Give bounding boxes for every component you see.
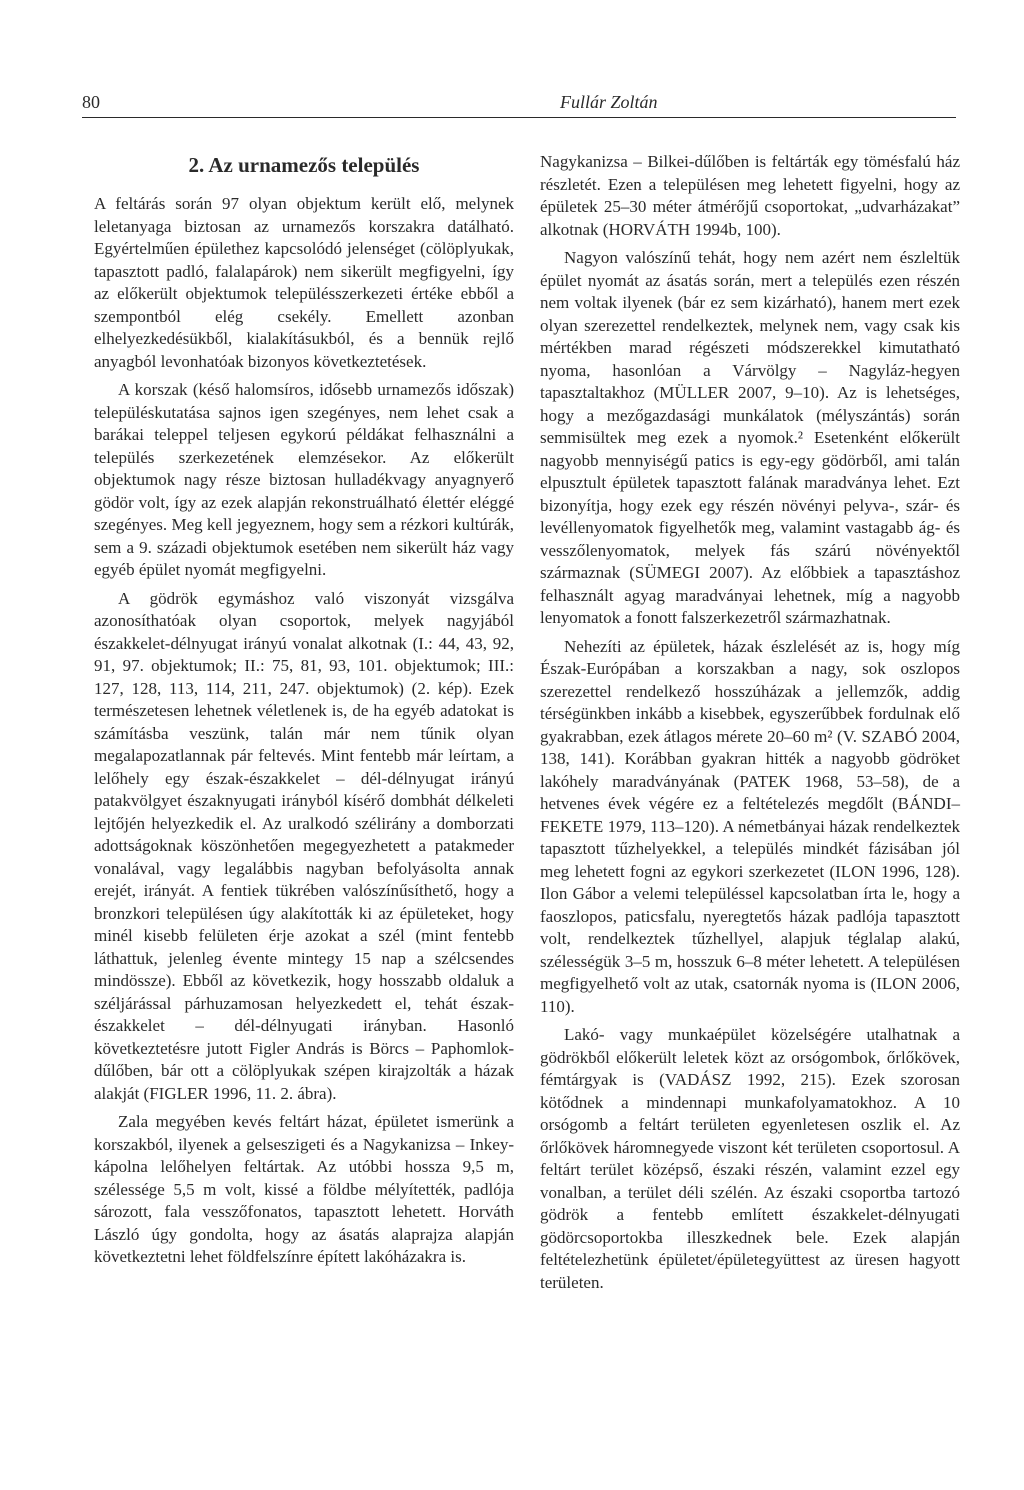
- header-divider: [82, 117, 956, 118]
- running-head-author: Fullár Zoltán: [560, 92, 658, 112]
- paragraph: A feltárás során 97 olyan objektum került elő, melynek leletanyaga biztosan az urnamezős korszakra datálható. Egyértelműen épülethez kapcsolódó jelenséget (cölöplyukak, tapasztott padló, falalapárok) nem sikerült megfigyelni, így az előkerült objektumok településszerkezeti értéke ebből a szempontból elég csekély. Emellett azonban elhelyezkedésükből, kialakításukból, és a bennük rejlő anyagból levonhatóak bizonyos következtetések.: [94, 194, 514, 371]
- paragraph: A korszak (késő halomsíros, idősebb urnamezős időszak) településkutatása sajnos igen szegényes, nem lehet csak a barákai teleppel teljesen egykorú példákat felhasználni a település szerkezetének elemzésekor. Az előkerült objektumok nagy része biztosan hulladékvagy anyagnyerő gödör volt, így az ezek alapján rekonstruálható élettér eléggé szegényes. Meg kell jegyeznem, hogy sem a rézkori kultúrák, sem a 9. századi objektumok esetében nem sikerült ház vagy egyéb épület nyomát megfigyelni.: [94, 380, 514, 579]
- left-column: [94, 151, 514, 1275]
- section-title: 2. Az urnamezős település: [188, 153, 420, 177]
- paragraph: Nagyon valószínű tehát, hogy nem azért nem észleltük épület nyomát az ásatás során, mert a település ezen részén nem voltak ilyenek (bár ez sem kizárható), hanem mert ezek olyan szerezettel rendelkeztek, melynek nem, vagy csak kis mértékben marad régészeti módszerekkel kimutatható nyoma, hasonlóan a Várvölgy – Nagyláz-hegyen tapasztaltakhoz (MÜLLER 2007, 9–10). Az is lehetséges, hogy a mezőgazdasági munkálatok (mélyszántás) során semmisültek meg ezek a nyomok.² Esetenként előkerült nagyobb mennyiségű patics is egy-egy gödörből, ami talán elpusztult épületek tapasztott falának maradványa lehet. Ezt bizonyítja, hogy ezek egy részén növényi pelyva-, szár- és levéllenyomatok figyelhetők meg, valamint vastagabb ág- és vesszőlenyomatok, melyek fás szárú növényektől származnak (SÜMEGI 2007). Az előbbiek a tapasztáshoz felhasznált agyag maradványai lehetnek, míg a nagyobb lenyomatok a fonott falszerkezetről származhatnak.: [540, 248, 960, 627]
- page-number: 80: [82, 92, 100, 112]
- paragraph: Nagykanizsa – Bilkei-dűlőben is feltárták egy tömésfalú ház részletét. Ezen a településen meg lehetett figyelni, hogy az épületek 25–30 méter átmérőjű csoportokat, „udvarházakat” alkotnak (HORVÁTH 1994b, 100).: [540, 152, 960, 239]
- paragraph: A gödrök egymáshoz való viszonyát vizsgálva azonosíthatóak olyan csoportok, melyek nagyjából északkelet-délnyugat irányú vonalat alkotnak (I.: 44, 43, 92, 91, 97. objektumok; II.: 75, 81, 93, 101. objektumok; III.: 127, 128, 113, 114, 211, 247. objektumok) (2. kép). Ezek természetesen lehetnek véletlenek is, de ha egyéb adatokat is számításba veszünk, talán már nem tűnik olyan megalapozatlannak pár feltevés. Mint fentebb már leírtam, a lelőhely egy észak-északkelet – dél-délnyugat irányú patakvölgyet északnyugati irányból kísérő dombhát délkeleti lejtőjén helyezkedik el. Az uralkodó szélirány a domborzati adottságoknak köszönhetően megegyezhetett a patakmeder vonalával, vagy legalábbis nagyban befolyásolta annak erejét, irányát. A fentiek tükrében valószínűsíthető, hogy a bronzkori településen úgy alakították ki az épületeket, hogy minél kisebb felületen érje azokat a szél (mint fentebb láthattuk, jelenleg évente mintegy 15 nap a szélcsendes mindössze). Ebből az következik, hogy hosszabb oldaluk a széljárással párhuzamosan helyezkedett el, tehát észak-északkelet – dél-délnyugati irányban. Hasonló következtetésre jutott Figler András is Börcs – Paphomlok-dűlőben, bár ott a cölöplyukak szépen kirajzolták a házak alakját (FIGLER 1996, 11. 2. ábra).: [94, 588, 514, 1103]
- paragraph: Lakó- vagy munkaépület közelségére utalhatnak a gödrökből előkerült leletek közt az orsógombok, őrlőkövek, fémtárgyak is (VADÁSZ 1992, 215). Ezek szorosan kötődnek a mindennapi munkafolyamatokhoz. A 10 orsógomb a feltárt területen egyenletesen oszlik el. Az őrlőkövek háromnegyede viszont két területen csoportosul. A feltárt terület középső, északi részén, valamint ezzel egy vonalban, a terület déli szélén. Az északi csoportba tartozó gödrök a fentebb említett északkelet-délnyugati gödörcsoportokba illeszkednek bele. Ezek alapján feltételezhetünk épületet/épületegyüttest az üresen hagyott területen.: [540, 1025, 960, 1292]
- paragraph: Nehezíti az épületek, házak észlelését az is, hogy míg Észak-Európában a korszakban a nagy, sok oszlopos szerezettel rendelkező hosszúházak a jellemzők, addig térségünkben inkább a kisebbek, egyszerűbbek fordulnak elő gyakrabban, ezek átlagos mérete 20–60 m² (V. SZABÓ 2004, 138, 141). Korábban gyakran hitték a nagyobb gödröket lakóhely maradványának (PATEK 1968, 53–58), de a hetvenes évek végére ez a feltételezés megdőlt (BÁNDI–FEKETE 1979, 113–120). A németbányai házak rendelkeztek tapasztott tűzhelyekkel, a település mindkét fázisában jól meg lehetett fogni az egykori szerkezetet (ILON 1996, 128). Ilon Gábor a velemi településsel kapcsolatban írta le, hogy a faoszlopos, paticsfalu, nyeregtetős házak padlója tapasztott volt, rendelkeztek tűzhellyel, alapjuk téglalap alakú, szélességük 3–5 m, hosszuk 6–8 méter lehetett. A településen megfigyelhető volt az utak, csatornák nyoma is (ILON 2006, 110).: [540, 636, 960, 1016]
- right-column: [540, 151, 960, 1300]
- paragraph: Zala megyében kevés feltárt házat, épületet ismerünk a korszakból, ilyenek a gelseszigeti és a Nagykanizsa – Inkey-kápolna lelőhelyen feltártak. Az utóbbi hossza 9,5 m, szélessége 5,5 m volt, kissé a földbe mélyítették, padlója sározott, fala vesszőfonatos, tapasztott lehetett. Horváth László úgy gondolta, hogy az ásatás alaprajza alapján következtetni lehet földfelszínre épített lakóházakra is.: [94, 1112, 514, 1266]
